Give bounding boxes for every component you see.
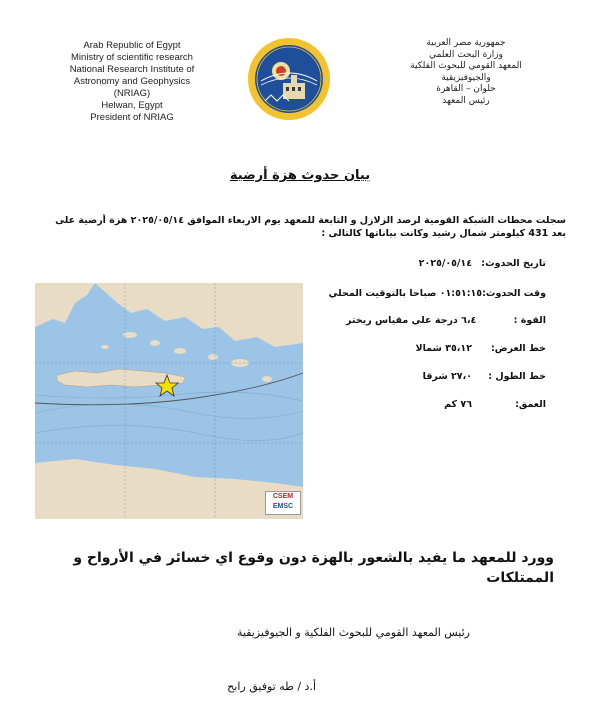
document-title: بيان حدوث هزة أرضية bbox=[229, 168, 371, 183]
header-english-line: Astronomy and Geophysics bbox=[73, 76, 191, 87]
header-english-line: President of NRIAG bbox=[90, 112, 174, 123]
header-arabic-line: المعهد القومي للبحوث الفلكية bbox=[410, 61, 522, 72]
detail-value: ٦،٤ درجة علي مقياس ريختر bbox=[346, 315, 477, 326]
header-arabic-line: والجيوفيزيقية bbox=[441, 72, 491, 83]
emsc-badge-line: EMSC bbox=[272, 503, 294, 510]
header-arabic-line: وزارة البحث العلمي bbox=[429, 49, 503, 60]
header-english-line: Arab Republic of Egypt bbox=[83, 40, 181, 51]
detail-value: ٠١:٥١:١٥ صباحا بالتوقيت المحلي bbox=[328, 288, 483, 299]
detail-row-depth bbox=[346, 399, 546, 415]
emsc-badge bbox=[265, 491, 301, 515]
intro-line: سجلت محطات الشبكة القومية لرصد الزلازل و التابعة للمعهد يوم الاربعاء الموافق ٢٠٢٥/٠٥/١٤ هزة أرضية على bbox=[55, 215, 566, 226]
detail-label: القوة : bbox=[513, 315, 546, 326]
detail-row-date bbox=[346, 258, 546, 274]
felt-report-statement bbox=[40, 548, 554, 588]
detail-label: خط الطول : bbox=[488, 371, 546, 382]
header-english-block bbox=[48, 40, 216, 124]
detail-row-latitude bbox=[346, 343, 546, 359]
header-english-line: (NRIAG) bbox=[113, 88, 151, 99]
detail-row-time bbox=[328, 288, 546, 304]
header-arabic-line: جمهورية مصر العربية bbox=[426, 38, 506, 48]
detail-label: تاريخ الحدوث: bbox=[481, 258, 546, 269]
detail-value: ٧٦ كم bbox=[444, 399, 472, 410]
detail-row-longitude bbox=[346, 371, 546, 387]
header-arabic-block bbox=[386, 38, 546, 108]
header-english-line: Helwan, Egypt bbox=[101, 100, 163, 111]
header-arabic-line: رئيس المعهد bbox=[442, 95, 490, 106]
detail-label: وقت الحدوث: bbox=[482, 288, 546, 299]
detail-value: ٣٥،١٢ شمالا bbox=[415, 343, 472, 354]
header-english-line: Ministry of scientific research bbox=[71, 52, 193, 63]
epicenter-map bbox=[35, 283, 303, 519]
statement-line: وورد للمعهد ما يفيد بالشعور بالهزة دون وقوع اي خسائر في الأرواح و bbox=[73, 550, 554, 566]
header-english-line: National Research Institute of bbox=[69, 64, 195, 75]
signature-title: رئيس المعهد القومي للبحوث الفلكية و الجيوفيزيقية bbox=[237, 626, 470, 639]
signature-name: أ.د / طه توفيق رابح bbox=[227, 680, 316, 693]
detail-value: ٢٧،٠ شرقا bbox=[422, 371, 472, 382]
emsc-badge-line: CSEM bbox=[272, 493, 294, 500]
intro-paragraph bbox=[30, 214, 566, 240]
header-arabic-line: حلوان – القاهرة bbox=[436, 84, 496, 95]
detail-label: خط العرض: bbox=[490, 343, 546, 354]
nriag-seal-icon bbox=[247, 37, 331, 121]
statement-line: الممتلكات bbox=[486, 570, 554, 586]
detail-label: العمق: bbox=[515, 399, 546, 410]
detail-value: ٢٠٢٥/٠٥/١٤ bbox=[418, 258, 472, 269]
intro-line: بعد 431 كيلومتر شمال رشيد وكانت بياناتها كالتالى : bbox=[321, 228, 566, 239]
detail-row-magnitude bbox=[346, 315, 546, 331]
